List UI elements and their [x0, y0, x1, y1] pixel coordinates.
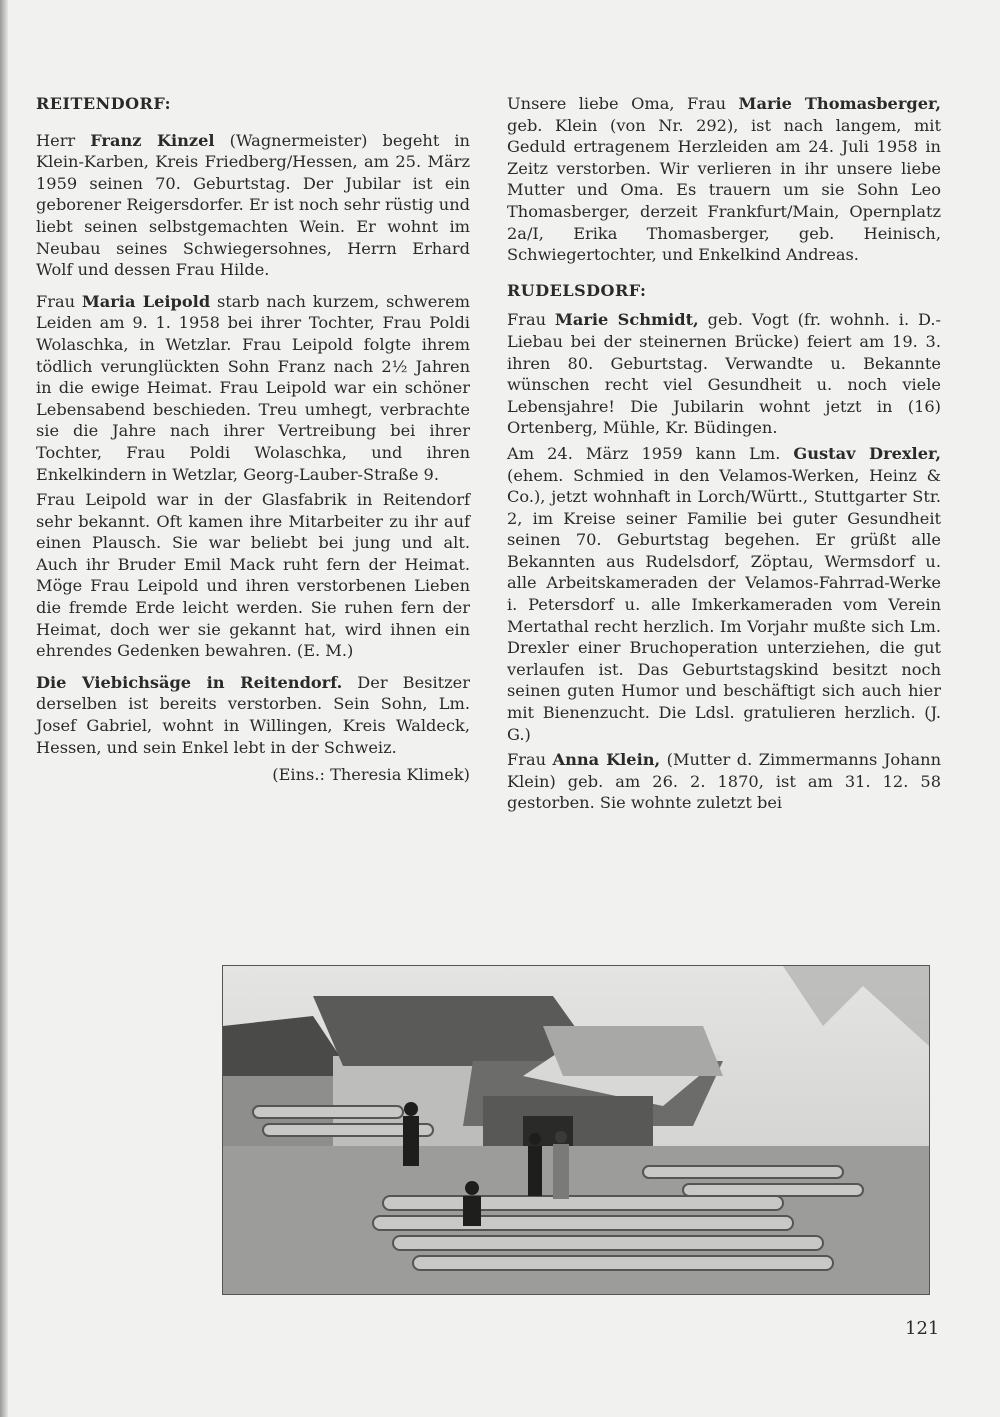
- article-paragraph: [507, 309, 941, 439]
- person-name: Marie Schmidt,: [554, 310, 699, 330]
- text-run: Unsere liebe Oma, Frau: [507, 94, 739, 113]
- right-column: [507, 93, 941, 818]
- person-name: Franz Kinzel: [90, 130, 215, 150]
- text-run: (Mutter d. Zimmermanns Johann Klein) geb. am 26. 2. 1870, ist am 31. 12. 58 gestorben. Sie wohnte zuletzt bei: [507, 750, 942, 813]
- article-paragraph: [507, 93, 941, 266]
- article-paragraph: [36, 489, 470, 662]
- section-heading-reitendorf: REITENDORF:: [36, 94, 172, 113]
- left-paragraphs: [36, 130, 470, 759]
- person-name: Die Viebichsäge in Reitendorf.: [36, 672, 343, 692]
- text-run: (Wagnermeister) begeht in Klein-Karben, Kreis Friedberg/Hessen, am 25. März 1959 seinen 70. Geburtstag. Der Jubilar ist ein geborener Reigersdorfer. Er ist noch sehr rüstig und liebt seinen selbstgemachten Wein. Er wohnt im Neubau seines Schwiegersohnes, Herrn Erhard Wolf und dessen Frau Hilde.: [36, 130, 470, 280]
- person-name: Anna Klein,: [552, 750, 661, 770]
- article-paragraph: [507, 443, 941, 745]
- page-binding-edge: [0, 0, 8, 1417]
- text-run: Frau: [36, 291, 82, 311]
- person-name: Gustav Drexler,: [793, 443, 941, 463]
- article-paragraph: [36, 130, 470, 281]
- person-name: Marie Thomasberger,: [738, 94, 941, 113]
- text-run: geb. Vogt (fr. wohnh. i. D.-Liebau bei der steinernen Brücke) feiert am 19. 3. ihren 80. Geburtstag. Verwandte u. Bekannte wünschen recht viel Gesundheit u. noch viele Lebensjahre! Die Jubilarin wohnt jetzt in (16) Ortenberg, Mühle, Kr. Büdingen.: [507, 310, 941, 438]
- section-heading-rudelsdorf: RUDELSDORF:: [507, 280, 647, 300]
- left-column: [36, 93, 470, 786]
- text-run: Der Besitzer derselben ist bereits verstorben. Sein Sohn, Lm. Josef Gabriel, wohnt in Willingen, Kreis Waldeck, Hessen, und sein Enkel lebt in der Schweiz.: [36, 672, 470, 757]
- text-run: (ehem. Schmied in den Velamos-Werken, Heinz & Co.), jetzt wohnhaft in Lorch/Württ., Stuttgarter Str. 2, im Kreise seiner Familie bei guter Gesundheit seinen 70. Geburtstag begehen. Er grüßt alle Bekannten aus Rudelsdorf, Zöptau, Wermsdorf u. alle Arbeitskameraden der Velamos-Fahrrad-Werke i. Petersdorf u. alle Imkerkameraden vom Verein Mertathal recht herzlich. Im Vorjahr mußte sich Lm. Drexler einer Bruchoperation unterziehen, die gut verlaufen ist. Das Geburtstagskind besitzt noch seinen guten Humor und beschäftigt sich auch hier mit Bienenzucht. Die Ldsl. gratulieren herzlich. (J. G.): [507, 465, 941, 744]
- text-run: Frau: [507, 750, 553, 770]
- article-paragraph: [36, 291, 470, 485]
- text-run: geb. Klein (von Nr. 292), ist nach langem, mit Geduld ertragenem Herzleiden am 24. Juli 1958 in Zeitz verstorben. Wir verlieren in ihr unsere liebe Mutter und Oma. Es trauern um sie Sohn Leo Thomasberger, derzeit Frankfurt/Main, Opernplatz 2a/I, Erika Thomasberger, geb. Heinisch, Schwiegertochter, und Enkelkind Andreas.: [507, 115, 941, 265]
- text-run: Frau: [507, 310, 555, 330]
- person-name: Maria Leipold: [81, 291, 211, 311]
- text-run: Herr: [36, 130, 91, 150]
- text-run: starb nach kurzem, schwerem Leiden am 9. 1. 1958 bei ihrer Tochter, Frau Poldi Wolaschka, in Wetzlar. Frau Leipold folgte ihrem tödlich verunglückten Sohn Franz nach 2½ Jahren in die ewige Heimat. Frau Leipold war ein schöner Lebensabend beschieden. Treu umhegt, verbrachte sie die Jahre nach ihrer Vertreibung bei ihrer Tochter, Frau Poldi Wolaschka, und ihren Enkelkindern in Wetzlar, Georg-Lauber-Straße 9.: [36, 291, 470, 484]
- signature: (Eins.: Theresia Klimek): [272, 765, 470, 785]
- text-run: Frau Leipold war in der Glasfabrik in Reitendorf sehr bekannt. Oft kamen ihre Mitarbeiter zu ihr auf einen Plausch. Sie war beliebt bei jung und alt. Auch ihr Bruder Emil Mack ruht fern der Heimat. Möge Frau Leipold und ihren verstorbenen Lieben die fremde Erde leicht werden. Sie ruhen fern der Heimat, doch wer sie gekannt hat, wird ihnen ein ehrendes Gedenken bewahren. (E. M.): [36, 490, 470, 661]
- sawmill-photo: [222, 965, 930, 1295]
- right-paragraphs: [507, 309, 941, 814]
- article-paragraph: [36, 672, 470, 758]
- page-number: 121: [905, 1318, 940, 1339]
- article-paragraph: [507, 749, 941, 814]
- text-run: Am 24. März 1959 kann Lm.: [507, 443, 794, 463]
